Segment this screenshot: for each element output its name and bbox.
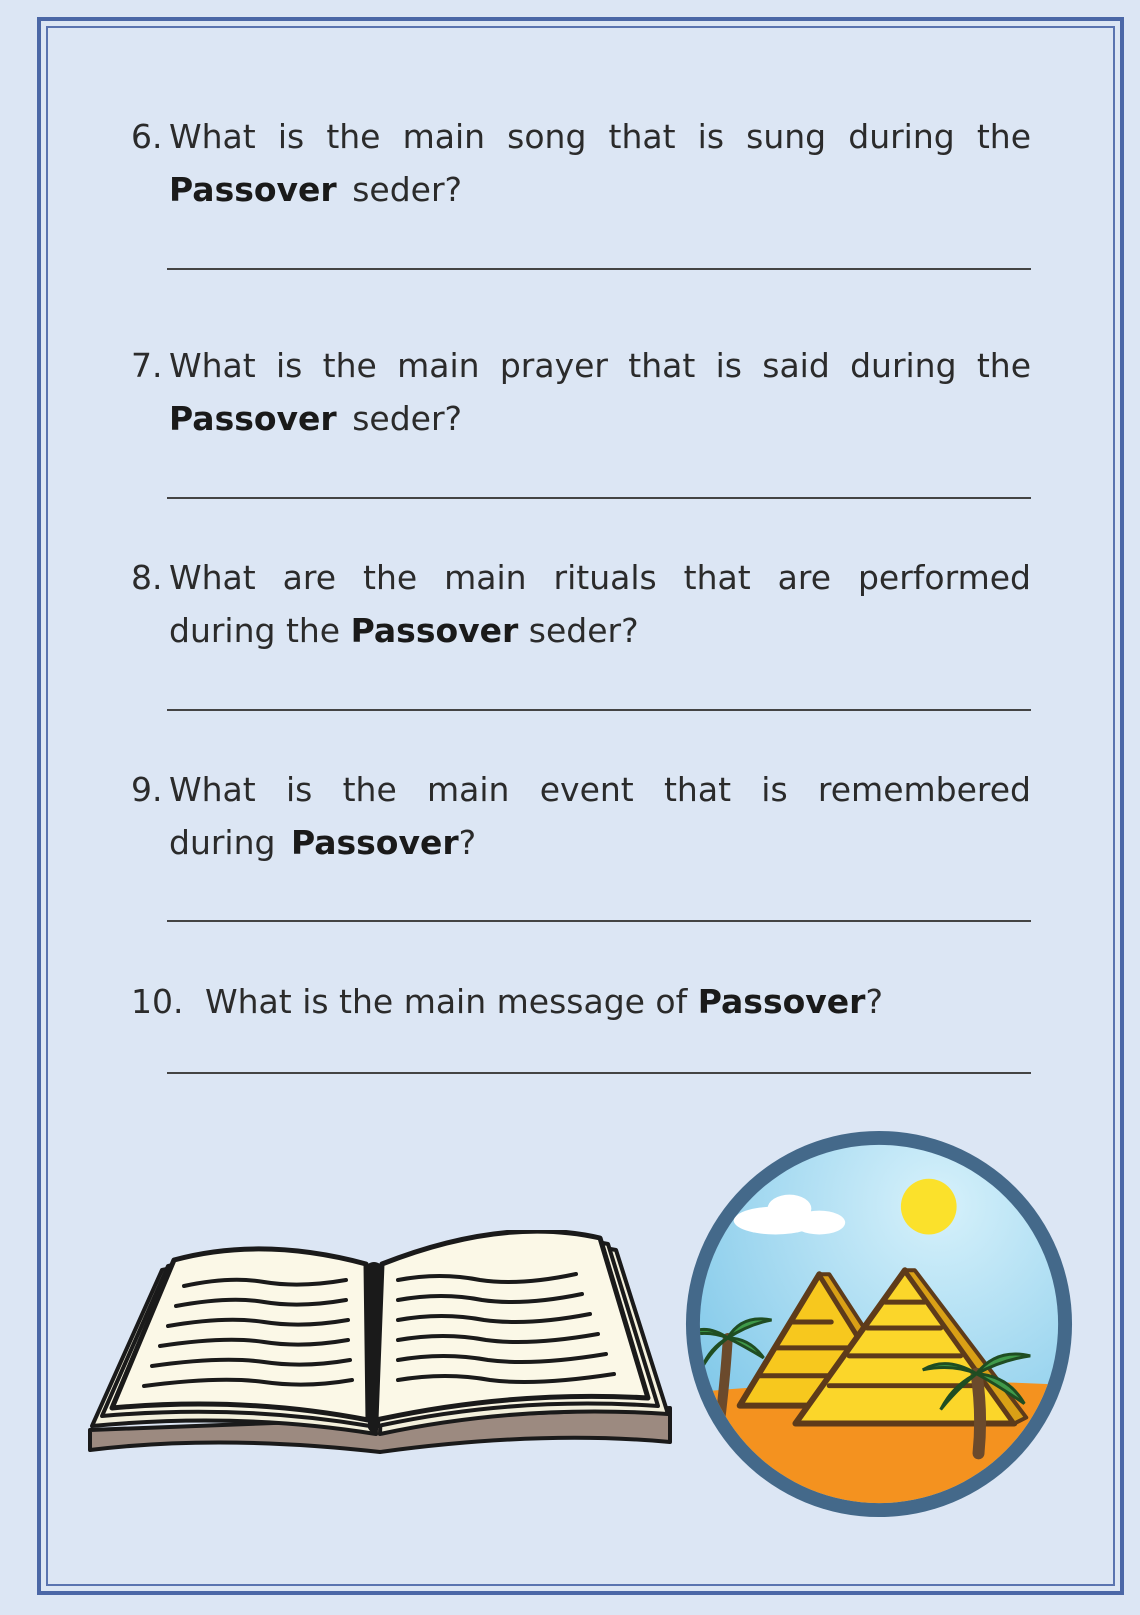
- question-8: [131, 551, 1031, 657]
- keyword-passover: Passover: [169, 399, 337, 438]
- keyword-passover: Passover: [697, 982, 866, 1021]
- question-10: [131, 975, 1031, 1028]
- answer-line-7[interactable]: [167, 497, 1031, 499]
- question-number: 9.: [131, 770, 163, 809]
- question-number: 6.: [131, 117, 163, 156]
- answer-line-9[interactable]: [167, 920, 1031, 922]
- question-number: 8.: [131, 558, 163, 597]
- question-7: [131, 339, 1031, 445]
- question-number: 7.: [131, 346, 163, 385]
- keyword-passover: Passover: [350, 611, 519, 650]
- sun-icon: [901, 1179, 957, 1235]
- question-9: [131, 763, 1031, 869]
- question-6: [131, 110, 1031, 216]
- question-text: What is the main prayer that is said during the Passover seder?: [169, 346, 1031, 438]
- pyramids-desert-icon: [680, 1125, 1078, 1523]
- open-book-icon: [80, 1230, 680, 1470]
- keyword-passover: Passover: [169, 170, 337, 209]
- question-text: What are the main rituals that are performed during the Passover seder?: [169, 558, 1031, 650]
- question-number: 10.: [131, 982, 184, 1021]
- answer-line-6[interactable]: [167, 268, 1031, 270]
- answer-line-10[interactable]: [167, 1072, 1031, 1074]
- question-text: What is the main message of Passover?: [205, 982, 883, 1021]
- answer-line-8[interactable]: [167, 709, 1031, 711]
- question-text: What is the main event that is remembered during Passover?: [169, 770, 1031, 862]
- keyword-passover: Passover: [290, 823, 459, 862]
- question-text: What is the main song that is sung during the Passover seder?: [169, 117, 1031, 209]
